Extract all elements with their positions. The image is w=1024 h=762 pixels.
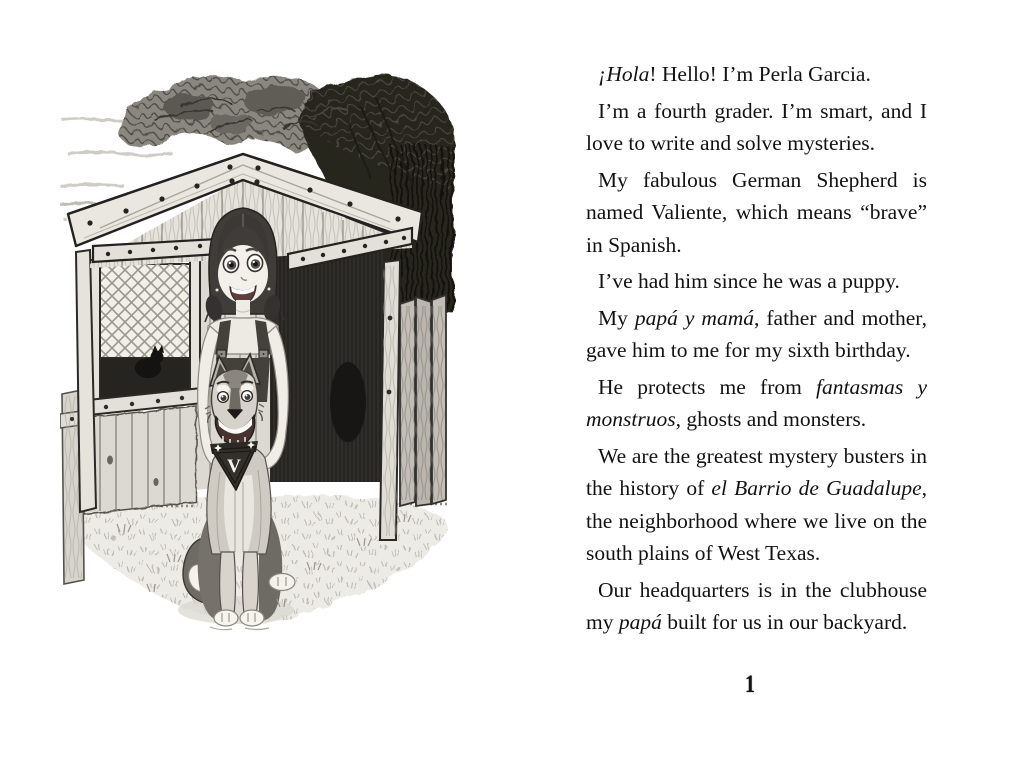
text-segment: , the neighborhood where we live on the south plains of West Texas.: [586, 476, 927, 565]
bandana-letter: V: [227, 456, 241, 477]
window: [88, 256, 203, 415]
girl-neck: [236, 300, 250, 318]
text-segment: ¡Hola: [598, 62, 650, 86]
text-segment: , father and mother, gave him to me for my sixth birthday.: [586, 305, 927, 362]
story-paragraph: [586, 302, 927, 367]
text-segment: Our headquarters is in the clubhouse my: [586, 577, 927, 634]
text-segment: My: [598, 305, 635, 330]
corner-post-right: [380, 260, 400, 540]
girl-earring-left: [215, 288, 219, 292]
text-segment: el Barrio de Guadalupe: [711, 476, 922, 500]
dog-paw-right: [240, 610, 264, 626]
story-paragraph: [586, 95, 927, 160]
text-segment: I’m a fourth grader. I’m smart, and I love to write and solve mysteries.: [586, 98, 927, 155]
dog-paw-left: [214, 610, 238, 626]
girl-earring-right: [267, 287, 271, 291]
story-text-column: [586, 58, 927, 643]
clubhouse-illustration: [60, 62, 460, 662]
story-paragraph: [586, 265, 927, 298]
text-segment: built for us in our backyard.: [661, 610, 908, 634]
page-number: 1: [745, 671, 755, 698]
story-paragraph: [586, 440, 927, 570]
wall-left: [84, 406, 196, 514]
text-segment: We are the greatest mystery busters in the history of: [586, 443, 927, 500]
story-paragraph: [586, 371, 927, 436]
story-paragraph: [586, 58, 927, 91]
dog-rear-paw: [269, 574, 295, 591]
dog-leg-right: [243, 552, 259, 614]
text-segment: papá: [618, 610, 662, 634]
fence-right: [400, 295, 446, 506]
text-segment: fantasmas y monstruos: [586, 374, 928, 431]
text-segment: My fabulous German Shepherd is named Valiente, which means “brave” in Spanish.: [586, 167, 927, 257]
dog-leg-left: [220, 552, 236, 614]
story-paragraph: [586, 164, 927, 262]
text-segment: , ghosts and monsters.: [675, 407, 867, 431]
text-segment: papá y mamá: [634, 305, 754, 330]
story-paragraph: [586, 574, 927, 639]
text-segment: ! Hello! I’m Perla Garcia.: [649, 62, 871, 86]
text-segment: He protects me from: [598, 374, 817, 399]
dog-chest: [224, 475, 254, 558]
text-segment: I’ve had him since he was a puppy.: [598, 269, 900, 293]
